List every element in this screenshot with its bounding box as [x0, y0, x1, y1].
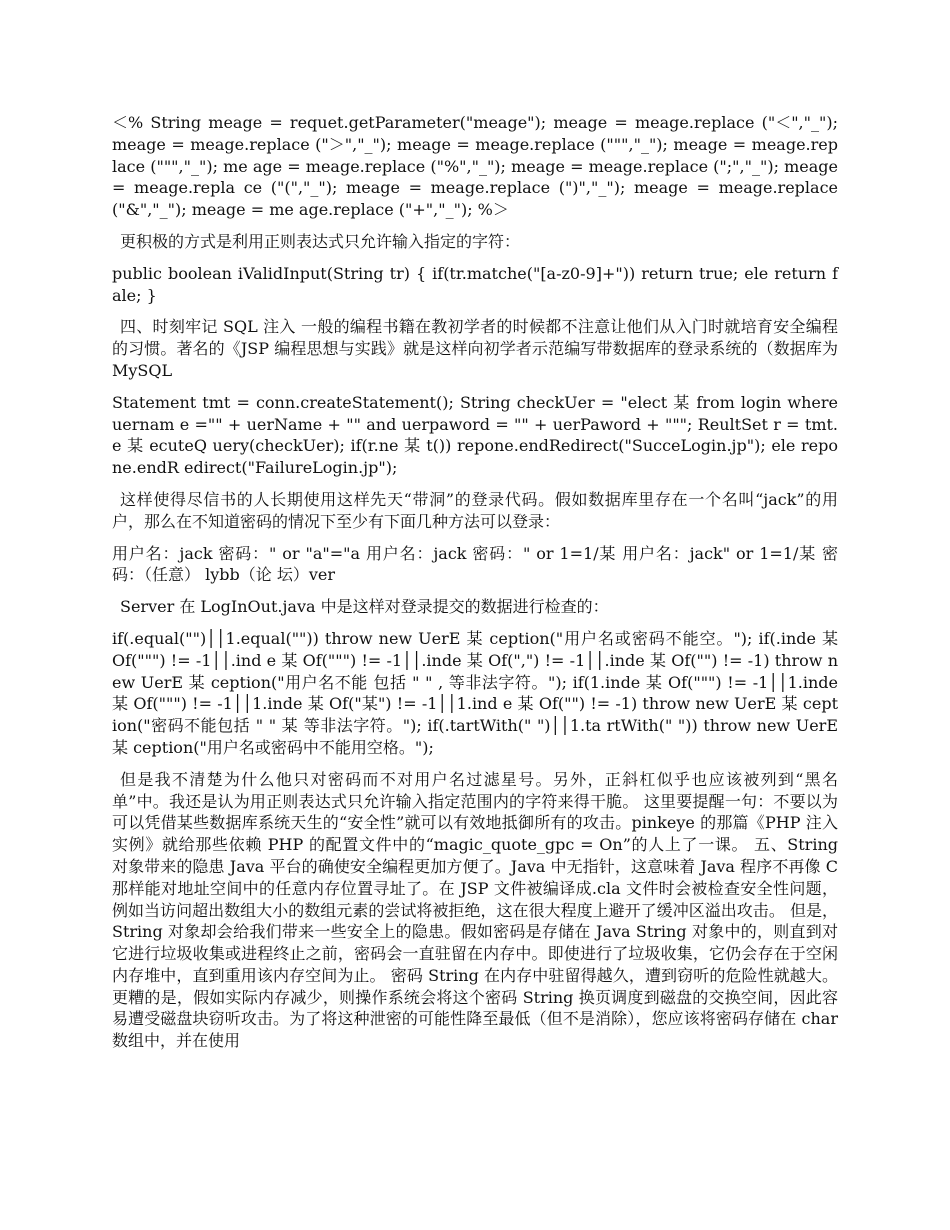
code-paragraph-replace-filter: ＜% String meage = requet.getParameter("meage"); meage = meage.replace ("＜","_"); meage = meage.replace ("＞","_"); meage = meage.replace (""","_"); meage = meage.replace (""","_"); me age = meage.replace ("%","_"); meage = meage.replace (";","_"); meage = meage.repla ce ("(","_"); meage = meage.replace (")","_"); meage = meage.replace ("&","_"); meage = me age.replace ("+","_"); %＞ [112, 113, 838, 220]
paragraph-string-risks: 但是我不清楚为什么他只对密码而不对用户名过滤星号。另外，正斜杠似乎也应该被列到“黑名单”中。我还是认为用正则表达式只允许输入指定范围内的字符来得干脆。 这里要提醒一句：不要以为可以凭借某些数据库系统天生的“安全性”就可以有效地抵御所有的攻击。pinkeye 的那篇《PHP 注入实例》就给那些依赖 PHP 的配置文件中的“magic_quote_gpc = On”的人上了一课。 五、String 对象带来的隐患 Java 平台的确使安全编程更加方便了。Java 中无指针，这意味着 Java 程序不再像 C 那样能对地址空间中的任意内存位置寻址了。在 JSP 文件被编译成.cla 文件时会被检查安全性问题，例如当访问超出数组大小的数组元素的尝试将被拒绝，这在很大程度上避开了缓冲区溢出攻击。 但是，String 对象却会给我们带来一些安全上的隐患。假如密码是存储在 Java String 对象中的，则直到对它进行垃圾收集或进程终止之前，密码会一直驻留在内存中。即使进行了垃圾收集，它仍会存在于空闲内存堆中，直到重用该内存空间为止。 密码 String 在内存中驻留得越久，遭到窃听的危险性就越大。更糟的是，假如实际内存减少，则操作系统会将这个密码 String 换页调度到磁盘的交换空间，因此容易遭受磁盘块窃听攻击。为了将这种泄密的可能性降至最低（但不是消除），您应该将密码存储在 char 数组中，并在使用 [112, 769, 838, 1051]
section-heading-sql-injection: 四、时刻牢记 SQL 注入 一般的编程书籍在教初学者的时候都不注意让他们从入门时就培育安全编程的习惯。著名的《JSP 编程思想与实践》就是这样向初学者示范编写带数据库的登录系统的（数据库为 MySQL [112, 317, 838, 380]
code-paragraph-login-check: if(.equal("")││1.equal("")) throw new UerE 某 ception("用户名或密码不能空。"); if(.inde 某 Of(""") != -1││.ind e 某 Of(""") != -1││.inde 某 Of(",") != -1││.inde 某 Of("") != -1) throw new UerE 某 ception("用户名不能 包括 " " , 等非法字符。"); if(1.inde 某 Of(""") != -1││1.inde 某 Of(""") != -1││1.inde 某 Of("某") != -1││1.ind e 某 Of("") != -1) throw new UerE 某 ception("密码不能包括 " " 某 等非法字符。"); if(.tartWith(" ")││1.ta rtWith(" ")) throw new UerE 某 ception("用户名或密码中不能用空格。"); [112, 628, 838, 757]
code-paragraph-valid-input: public boolean iValidInput(String tr) { if(tr.matche("[a-z0-9]+")) return true; ele return fale; } [112, 263, 838, 305]
paragraph-server-check: Server 在 LogInOut.java 中是这样对登录提交的数据进行检查的： [120, 597, 609, 617]
code-paragraph-login-statement: Statement tmt = conn.createStatement(); String checkUer = "elect 某 from login where uernam e ="" + uerName + "" and uerpaword = "" + uerPaword + """; ReultSet r = tmt.e 某 ecuteQ uery(checkUer); if(r.ne 某 t()) repone.endRedirect("SucceLogin.jp"); ele repone.endR edirect("FailureLogin.jp"); [112, 392, 838, 478]
paragraph-login-examples: 用户名：jack 密码：" or "a"="a 用户名：jack 密码：" or 1=1/某 用户名：jack" or 1=1/某 密码：（任意） lybb（论 坛）ver [112, 543, 838, 585]
paragraph-login-hole: 这样使得尽信书的人长期使用这样先天“带洞”的登录代码。假如数据库里存在一个名叫“jack”的用户，那么在不知道密码的情况下至少有下面几种方法可以登录： [112, 489, 838, 531]
paragraph-regex-intro: 更积极的方式是利用正则表达式只允许输入指定的字符： [120, 231, 521, 251]
document-page [112, 112, 838, 1062]
